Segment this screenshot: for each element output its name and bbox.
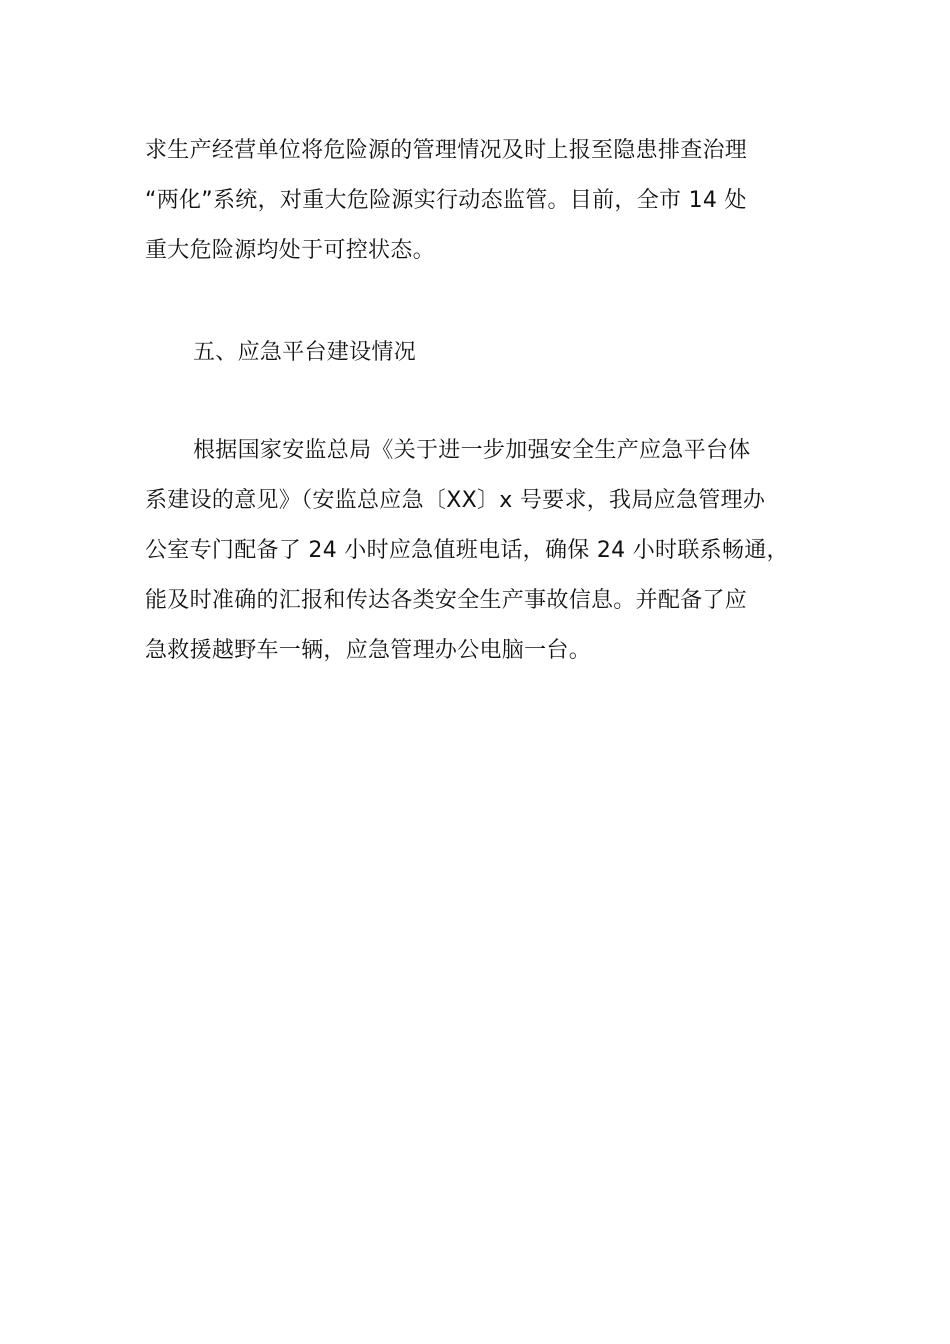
paragraph-line: 公室专门配备了 24 小时应急值班电话，确保 24 小时联系畅通， bbox=[145, 538, 789, 563]
paragraph-line: 系建设的意见》（安监总应急〔XX〕x 号要求，我局应急管理办 bbox=[145, 488, 766, 513]
paragraph-line: “两化”系统，对重大危险源实行动态监管。目前，全市 14 处 bbox=[145, 188, 747, 213]
paragraph-line: 能及时准确的汇报和传达各类安全生产事故信息。并配备了应 bbox=[145, 588, 748, 613]
paragraph-line: 根据国家安监总局《关于进一步加强安全生产应急平台体 bbox=[193, 438, 751, 463]
paragraph-line: 求生产经营单位将危险源的管理情况及时上报至隐患排查治理 bbox=[145, 138, 748, 163]
section-heading: 五、应急平台建设情况 bbox=[193, 340, 417, 365]
section-heading-block bbox=[145, 328, 825, 378]
continuation-paragraph bbox=[145, 126, 825, 276]
paragraph-line: 重大危险源均处于可控状态。 bbox=[145, 238, 435, 263]
paragraph-line: 急救援越野车一辆，应急管理办公电脑一台。 bbox=[145, 638, 592, 663]
body-paragraph bbox=[145, 426, 825, 676]
